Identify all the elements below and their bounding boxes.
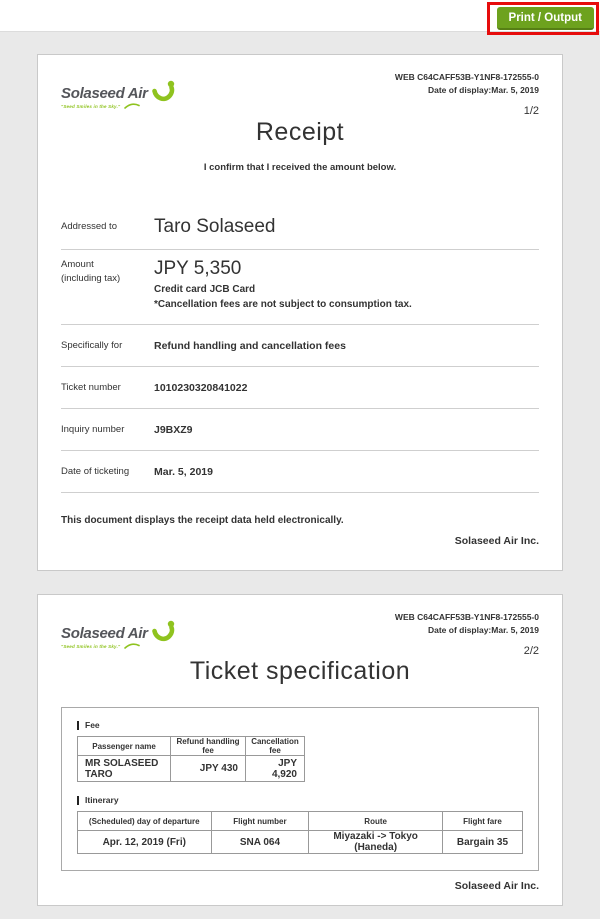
fee-header-cancellation: Cancellation fee [245,737,304,756]
amount-value-block [154,258,412,324]
itin-fare: Bargain 35 [442,831,522,854]
ticket-spec-box [61,707,539,871]
itinerary-section-label: Itinerary [77,795,523,805]
ticket-spec-page-header [61,611,539,657]
amount-value: JPY 5,350 [154,258,242,279]
receipt-title: Receipt [255,118,345,146]
receipt-page [37,54,563,571]
payment-method: Credit card JCB Card [154,284,256,295]
receipt-page-header [61,71,539,117]
ticket-spec-title: Ticket specification [189,657,411,685]
print-output-button[interactable]: Print / Output [497,7,594,30]
ticket-spec-page [37,594,563,906]
itin-header-departure: (Scheduled) day of departure [78,812,212,831]
receipt-footer-note: This document displays the receipt data held electronically. [61,515,344,526]
fee-section-label: Fee [77,720,523,730]
itin-header-flight-number: Flight number [211,812,309,831]
itin-flight-number: SNA 064 [211,831,309,854]
page-number: 2/2 [523,645,539,657]
fee-header-refund: Refund handling fee [171,737,246,756]
row-label: Addressed to [61,220,117,232]
itin-route: Miyazaki -> Tokyo (Haneda) [309,831,443,854]
ticket-number-value: 1010230320841022 [154,382,248,394]
fee-header-row [78,737,305,756]
tagline-swoosh-icon [124,103,140,109]
date-of-display: Date of display:Mar. 5, 2019 [427,84,539,95]
logo-tagline: "Seed Smiles in the Sky." [61,103,121,109]
specifically-for-value: Refund handling and cancellation fees [154,340,346,352]
itin-header-fare: Flight fare [442,812,522,831]
row-date-of-ticketing [61,451,539,493]
itin-departure-date: Apr. 12, 2019 (Fri) [78,831,212,854]
fee-header-passenger: Passenger name [78,737,171,756]
itinerary-header-row [78,812,523,831]
fee-passenger-name: MR SOLASEED TARO [78,756,171,782]
row-specifically-for [61,325,539,367]
row-amount [61,250,539,325]
fee-data-row [78,756,305,782]
company-signature: Solaseed Air Inc. [454,535,539,547]
addressed-to-value: Taro Solaseed [154,215,276,237]
page-number: 1/2 [523,105,539,117]
fee-table [77,736,305,782]
itin-header-route: Route [309,812,443,831]
inquiry-number-value: J9BXZ9 [154,424,193,436]
web-code: WEB C64CAFF53B-Y1NF8-172555-0 [394,612,539,622]
web-code: WEB C64CAFF53B-Y1NF8-172555-0 [394,72,539,82]
logo-tagline: "Seed Smiles in the Sky." [61,643,121,649]
red-highlight-annotation [487,2,599,35]
smile-swoosh-icon [151,619,177,644]
fee-refund-amount: JPY 430 [171,756,246,782]
document-meta [395,611,539,657]
logo-brand-text: Solaseed Air [61,85,148,102]
section-bar-icon [77,796,79,805]
date-of-display: Date of display:Mar. 5, 2019 [427,624,539,635]
smile-swoosh-icon [151,79,177,104]
document-meta [395,71,539,117]
row-label: Inquiry number [61,424,125,435]
row-inquiry-number [61,409,539,451]
solaseed-logo [61,611,177,649]
itinerary-data-row [78,831,523,854]
row-label: Amount (including tax) [61,259,121,284]
row-label: Date of ticketing [61,466,130,477]
amount-note: *Cancellation fees are not subject to consumption tax. [154,298,412,310]
solaseed-logo [61,71,177,109]
itinerary-table [77,811,523,854]
logo-brand-text: Solaseed Air [61,625,148,642]
receipt-rows [61,202,539,493]
row-label: Ticket number [61,382,121,393]
company-signature: Solaseed Air Inc. [454,880,539,892]
section-bar-icon [77,721,79,730]
row-ticket-number [61,367,539,409]
date-of-ticketing-value: Mar. 5, 2019 [154,466,213,478]
receipt-subtitle: I confirm that I received the amount below. [203,162,397,173]
row-label: Specifically for [61,340,123,351]
tagline-swoosh-icon [124,643,140,649]
fee-cancellation-amount: JPY 4,920 [245,756,304,782]
toolbar [0,0,600,32]
row-addressed-to [61,202,539,250]
